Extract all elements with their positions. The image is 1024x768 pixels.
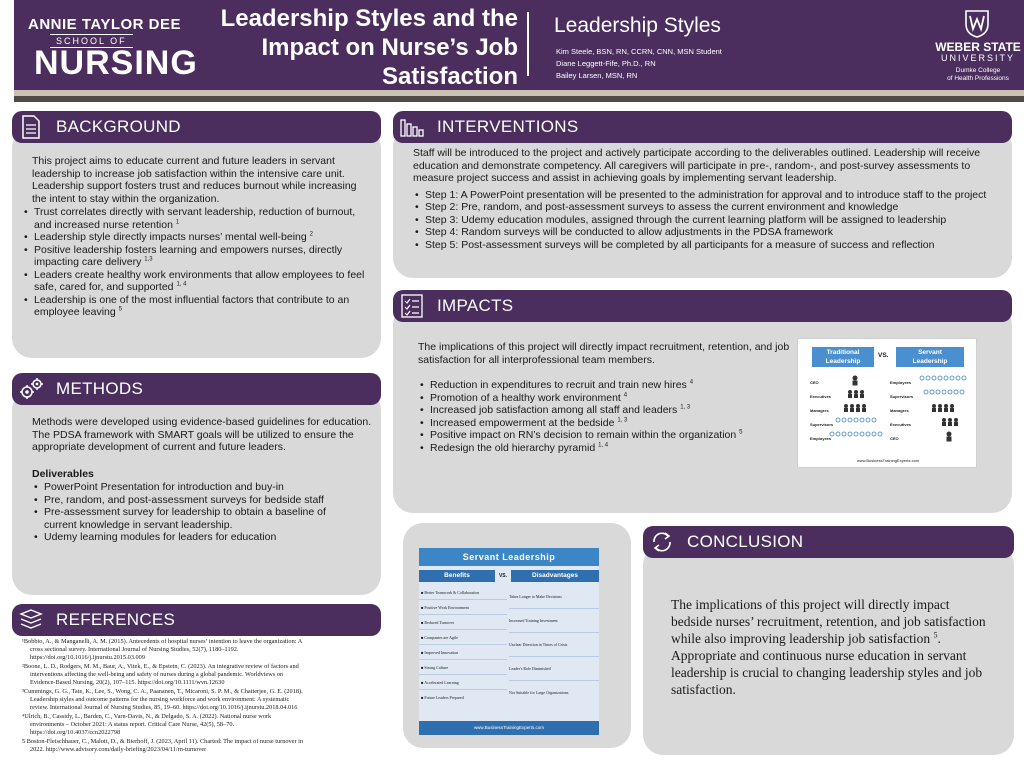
impacts-header [393,290,1012,322]
step-item: • Step 3: Udemy education modules, assigned through the current learning platform will be assigned to leadership [413,214,999,227]
step-item: • Step 5: Post-assessment surveys will be completed by all participants for a measure of success and reflection [413,239,999,252]
list-item: • Redesign the old hierarchy pyramid $^{1, 4}$ [418,442,790,455]
background-list [22,206,372,319]
list-item: ■ Companies are Agile [419,630,507,645]
benefit-list [419,585,507,705]
interventions-header [393,111,1012,143]
author-list [556,46,722,82]
title-divider [527,12,529,76]
reference-item: 5 Boston-Fleischhauer, C., Malott, D., & Bierhoff, J. (2023, April 11). Charted: The impact of nurse turnover in 2022. http://www.advisory.com/daily-briefing/2023/04/11/rn-turnover [22,738,304,753]
list-item: • Udemy learning modules for leaders for education [32,531,372,544]
interventions-body [413,147,999,251]
list-item: • Leadership is one of the most influential factors that contribute to an employee leaving $^5$ [22,294,372,319]
author-2: Diane Leggett-Fife, Ph.D., RN [556,59,656,68]
interventions-title: INTERVENTIONS [437,117,579,136]
traditional-label: Traditional Leadership [812,347,874,367]
benefits-label: Benefits [419,570,495,582]
conclusion-header [643,526,1014,558]
references-header [12,604,381,636]
document-icon [18,114,44,140]
university-shield-icon [965,10,989,38]
checklist-icon [399,293,425,319]
impacts-title: IMPACTS [437,296,514,315]
list-item: • Trust correlates directly with servant leadership, reduction of burnout, and increased nurse retention $^1$ [22,206,372,231]
impacts-list [418,379,790,454]
vs-label: VS. [878,352,889,359]
poster-title: Leadership Styles and the Impact on Nurse’s Job Satisfaction [220,5,518,90]
step-item: • Step 1: A PowerPoint presentation will be presented to the administration for approval and to introduce staff to the project [413,189,999,202]
list-item: • Promotion of a healthy work environment $^4$ [418,392,790,405]
reference-item: ⁴Ulrich, B., Cassidy, L., Barden, C., Varn-Davis, N., & Delgado, S. A. (2022). National nurse work environments – October 2021: A status report. Critical Care Nurse, 42(5), 58–70. https://doi.org/10.4037/ccn2022798 [22,713,272,736]
list-item: • Pre, random, and post-assessment surveys for bedside staff [32,494,372,507]
list-item: • Positive impact on RN’s decision to remain within the organization $^5$ [418,429,790,442]
school-logo-top: ANNIE TAYLOR DEE [28,16,182,33]
list-item: ■ Accelerated Learning [419,675,507,690]
list-item: ■ Future Leaders Prepared [421,695,464,700]
list-item: ■ Reduced Turnover [419,615,507,630]
list-item: Not Suitable for Large Organizations [509,690,569,695]
methods-body [32,416,372,544]
leadership-comparison-figure [797,338,977,468]
vs-label: VS. [498,573,508,579]
list-item: • Leadership style directly impacts nurses’ mental well-being $^2$ [22,231,372,244]
author-3: Bailey Larsen, MSN, RN [556,71,638,80]
servant-rows: Employees Supervisors Managers Executives CEO [890,380,914,441]
reference-item: ¹Bobbio, A., & Manganelli, A. M. (2015). Antecedents of hospital nurses’ intention to leave the organization: A cross sectional survey. International Journal of Nursing Studies, 52(7), 1180–1192. https://doi.org/10.1016/j.ijnurstu.2015.03.009 [22,638,303,661]
hierarchy-people-icon [798,369,978,449]
list-item: • Increased job satisfaction among all staff and leaders $^{1, 3}$ [418,404,790,417]
list-item: • Pre-assessment survey for leadership to obtain a baseline of current knowledge in servant leadership. [32,506,372,531]
list-item: • Reduction in expenditures to recruit and train new hires $^4$ [418,379,790,392]
author-1: Kim Steele, BSN, RN, CCRN, CNN, MSN Student [556,47,722,56]
list-item: • Increased empowerment at the bedside $^{1, 3}$ [418,417,790,430]
figure-credit: www.BusinessTrainingExperts.com [419,721,599,735]
conclusion-title: CONCLUSION [687,532,804,551]
methods-header [12,373,381,405]
list-item: • PowerPoint Presentation for introduction and buy-in [32,481,372,494]
disadvantages-label: Disadvantages [511,570,599,582]
step-item: • Step 2: Pre, random, and post-assessment surveys to assess the current environment and knowledge [413,201,999,214]
list-item: • Positive leadership fosters learning and empowers nurses, directly impacting care delivery $^{1,3}$ [22,244,372,269]
list-item: ■ Improved Innovation [419,645,507,660]
steps-list [413,189,999,252]
traditional-rows: CEO Executives Managers Supervisors Employees [810,380,834,441]
header-divider-dark [14,96,1024,102]
list-item: ■ Strong Culture [419,660,507,675]
reference-item: ³Cummings, G. G., Tate, K., Lee, S., Wong, C. A., Paananen, T., Micaroni, S. P. M., & Chatterjee, G. E. (2018). Leadership styles and outcome patterns for the nursing workforce and work environment: A systematic review. International Journal of Nursing Studies, 85, 19–60. https://doi.org/10.1016/j.ijnurstu.2018.04.016 [22,688,303,711]
gears-icon [18,376,44,402]
book-stack-icon [18,607,44,633]
list-item: Takes Longer to Make Decisions [509,585,599,609]
background-title: BACKGROUND [56,117,181,136]
college-name: Dumke College of Health Professions [947,67,1009,82]
deliverables-label: Deliverables [32,467,94,480]
list-item: ■ Positive Work Environment [419,600,507,615]
interventions-intro: Staff will be introduced to the project and actively participate according to the deliverables outlined. Leadership will receive education and demonstrate competency. All caregivers will participate in pre-, random-, and post-survey assessments to measure project success and assist in achieving goals by implementing servant leadership. [413,147,981,184]
reference-list [22,638,382,754]
methods-intro: Methods were developed using evidence-based guidelines for education. The PDSA framework with SMART goals will be utilized to ensure the appropriate development of current and future leaders. [32,416,372,453]
reference-item: ²Boone, L. D., Rodgers, M. M., Baur, A., Vitek, E., & Epstein, C. (2023). An integrative review of factors and interventions affecting the well-being and safety of nurses during a global pandemic. Worldviews on Evidence-Based Nursing, 20(2), 107–115. https://doi.org/10.1111/wvn.12630 [22,663,299,686]
deliverables-list [32,481,372,544]
list-item: ■ Better Teamwork & Collaboration [419,585,507,600]
step-item: • Step 4: Random surveys will be conducted to allow adjustments in the PDSA framework [413,226,999,239]
servant-figure-title: Servant Leadership [419,548,599,566]
conclusion-text: The implications of this project will directly impact bedside nurses’ recruitment, retention, and job satisfaction while also improving leadership job satisfaction $^5$. Appropriate and continuous nurse education in servant leadership is crucial to changing leadership styles and job satisfaction. [671,597,986,697]
servant-label: Servant Leadership [896,347,964,367]
cycle-arrows-icon [649,529,675,555]
background-body [22,155,372,319]
bar-chart-icon [399,114,425,140]
impacts-intro: The implications of this project will directly impact recruitment, retention, and job satisfaction for all interprofessional team members. [418,341,790,366]
servant-leadership-figure [419,548,599,735]
impacts-body [418,341,790,454]
background-header [12,111,381,143]
background-intro: This project aims to educate current and future leaders in servant leadership to increase job satisfaction within the intensive care unit. Leadership support fosters trust and reduces burnout while increasing the intent to stay within the organization. [32,155,357,205]
list-item: Unclear Direction in Times of Crisis [509,633,599,657]
list-item: Increased Training Investment [509,609,599,633]
methods-title: METHODS [56,379,144,398]
university-name: WEBER STATE [935,40,1021,54]
school-logo-mid: SCHOOL OF [50,34,133,48]
list-item: • Leaders create healthy work environments that allow employees to feel safe, cared for, and supported $^{1, 4}$ [22,269,372,294]
figure-credit: www.BusinessTrainingExperts.com [856,458,920,463]
school-logo-nursing: NURSING [34,44,198,82]
list-item: Leader's Role Diminished [509,657,599,681]
poster-subtitle: Leadership Styles [554,14,721,37]
university-word: UNIVERSITY [940,53,1015,63]
disadvantage-list [507,585,599,705]
references-title: REFERENCES [56,610,176,629]
